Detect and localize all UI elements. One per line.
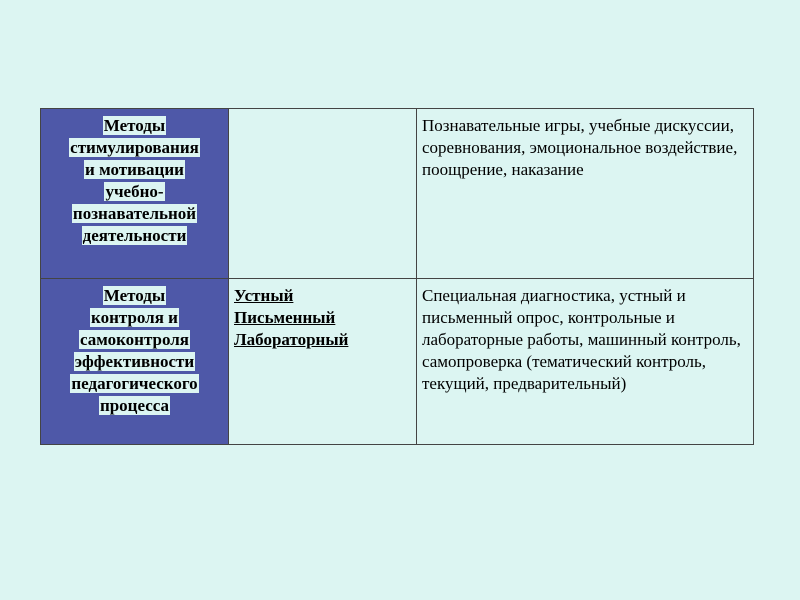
method-types-cell [229, 279, 417, 445]
method-name-line: Методы [103, 286, 166, 305]
method-name-line: педагогического [71, 374, 198, 393]
method-name-line: процесса [99, 396, 170, 415]
method-name-line: деятельности [82, 226, 187, 245]
method-type-item: Устный [234, 286, 294, 305]
method-name-cell [41, 109, 229, 279]
method-types-list [234, 285, 411, 351]
method-name-line: познавательной [72, 204, 197, 223]
method-description-cell: Специальная диагностика, устный и письменный опрос, контрольные и лабораторные работы, машинный контроль, самопроверка (тематический контроль, текущий, предварительный) [417, 279, 754, 445]
method-types-cell [229, 109, 417, 279]
method-name-line: и мотивации [85, 160, 184, 179]
method-name-line: Методы [103, 116, 166, 135]
method-type-item: Лабораторный [234, 330, 349, 349]
method-description-cell: Познавательные игры, учебные дискуссии, соревнования, эмоциональное воздействие, поощрение, наказание [417, 109, 754, 279]
method-name-cell [41, 279, 229, 445]
method-name-line: эффективности [74, 352, 195, 371]
table-row [41, 109, 754, 279]
methods-table [40, 108, 754, 445]
method-type-item: Письменный [234, 308, 336, 327]
method-name-line: стимулирования [70, 138, 199, 157]
method-name-line: самоконтроля [80, 330, 189, 349]
method-name-line: контроля и [91, 308, 178, 327]
method-name-line: учебно- [105, 182, 164, 201]
table-row [41, 279, 754, 445]
